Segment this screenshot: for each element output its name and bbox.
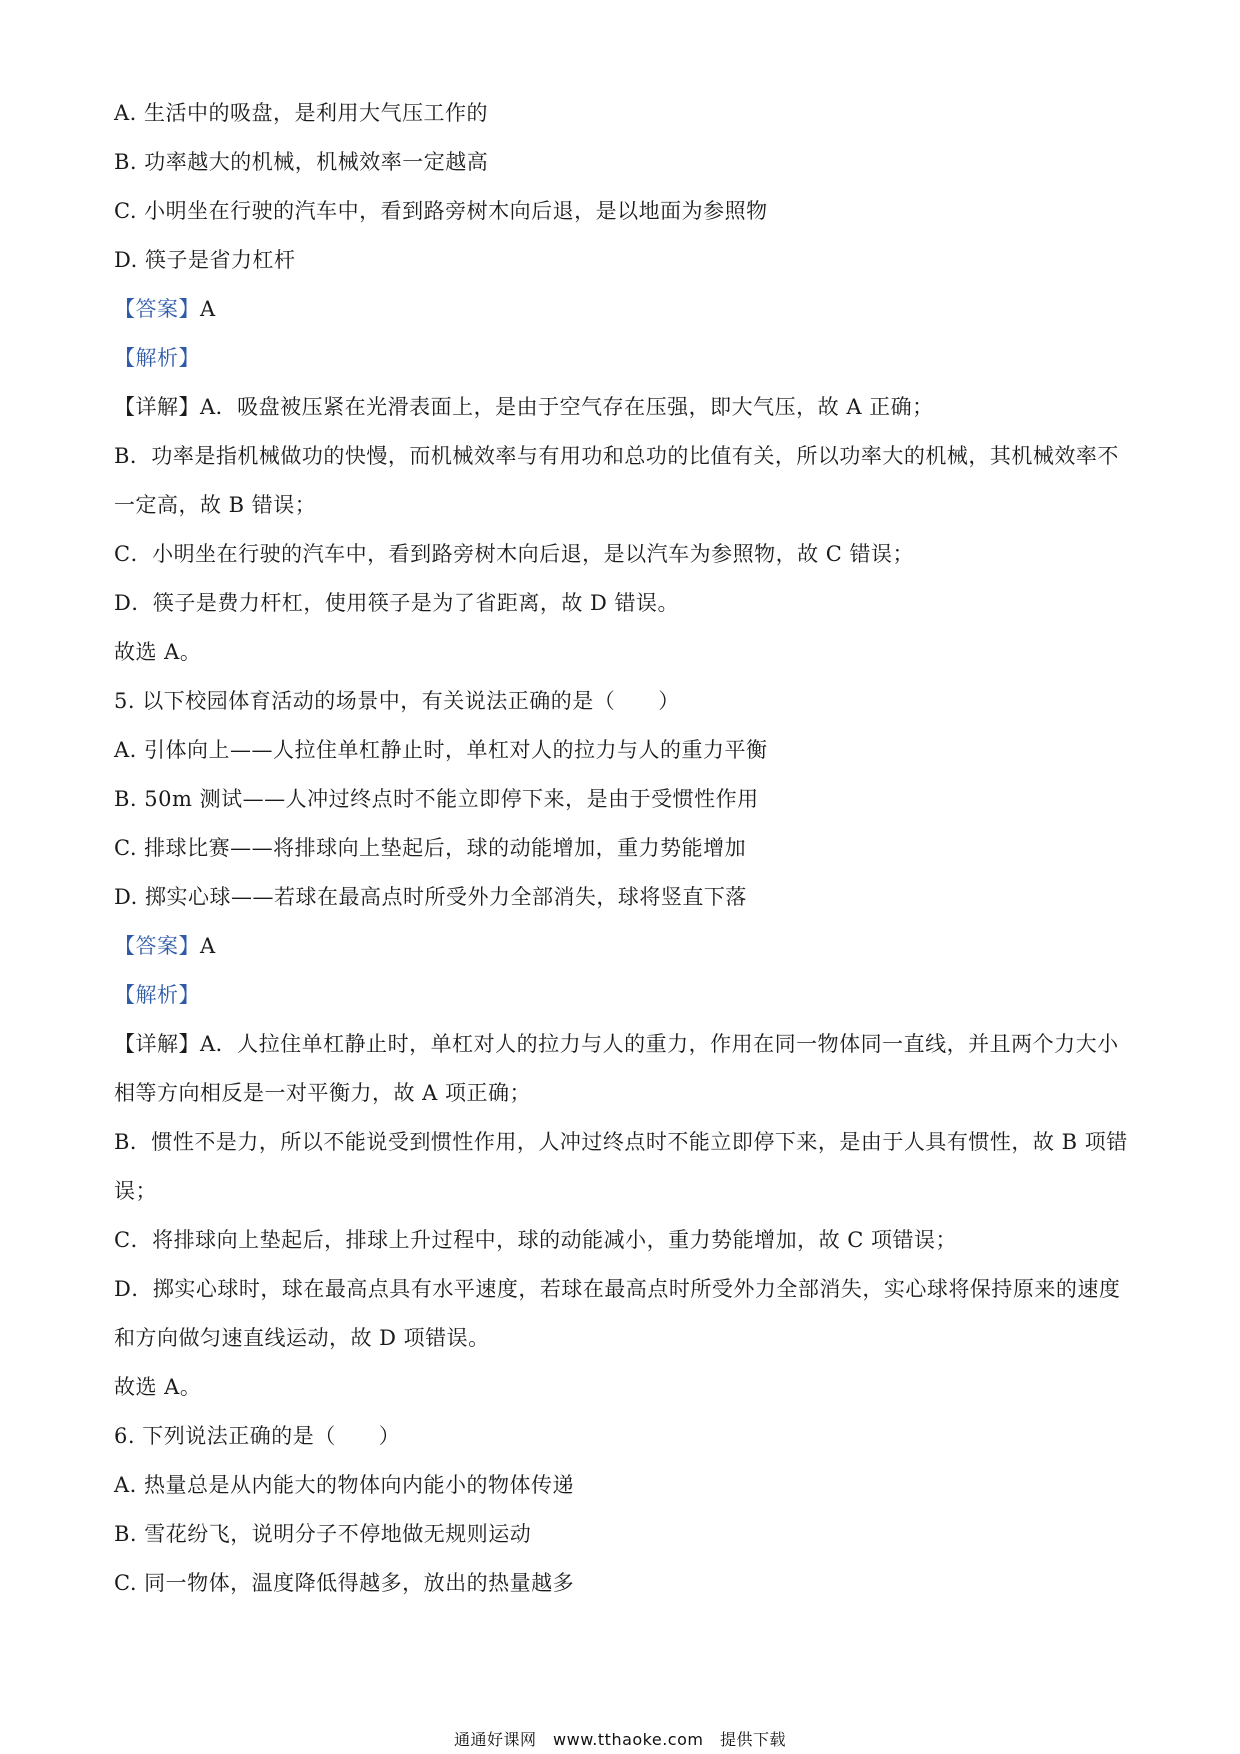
- question-title: 5. 以下校园体育活动的场景中，有关说法正确的是（ ）: [114, 689, 680, 713]
- page-footer: 通通好课网 www.tthaoke.com 提供下载: [454, 1730, 786, 1749]
- detail-line: B．惯性不是力，所以不能说受到惯性作用，人冲过终点时不能立即停下来，是由于人具有惯性，故 B 项错: [114, 1130, 1128, 1154]
- answer-line: [114, 294, 216, 324]
- detail-line: 一定高，故 B 错误；: [114, 493, 317, 517]
- conclusion-line: 故选 A。: [114, 640, 202, 664]
- detail-line: C．小明坐在行驶的汽车中，看到路旁树木向后退，是以汽车为参照物，故 C 错误；: [114, 542, 914, 566]
- detail-line: C．将排球向上垫起后，排球上升过程中，球的动能减小，重力势能增加，故 C 项错误；: [114, 1228, 957, 1252]
- detail-line: D．筷子是费力杆杠，使用筷子是为了省距离，故 D 错误。: [114, 591, 680, 615]
- option-line: C. 小明坐在行驶的汽车中，看到路旁树木向后退，是以地面为参照物: [114, 199, 768, 223]
- detail-line: 相等方向相反是一对平衡力，故 A 项正确；: [114, 1081, 532, 1105]
- conclusion-line: 故选 A。: [114, 1375, 202, 1399]
- analysis-line: [114, 980, 200, 1010]
- option-line: A. 生活中的吸盘，是利用大气压工作的: [114, 101, 489, 125]
- option-line: A. 热量总是从内能大的物体向内能小的物体传递: [114, 1473, 575, 1497]
- option-line: D. 筷子是省力杠杆: [114, 248, 296, 272]
- answer-tag: 【答案】: [114, 297, 200, 321]
- option-line: A. 引体向上——人拉住单杠静止时，单杠对人的拉力与人的重力平衡: [114, 738, 768, 762]
- analysis-tag: 【解析】: [114, 346, 200, 370]
- option-line: B. 50m 测试——人冲过终点时不能立即停下来，是由于受惯性作用: [114, 787, 759, 811]
- detail-line: D．掷实心球时，球在最高点具有水平速度，若球在最高点时所受外力全部消失，实心球将保持原来的速度: [114, 1277, 1121, 1301]
- answer-tag: 【答案】: [114, 934, 200, 958]
- question-title: 6. 下列说法正确的是（ ）: [114, 1424, 401, 1448]
- answer-value: A: [200, 934, 216, 958]
- detail-line: 【详解】A．人拉住单杠静止时，单杠对人的拉力与人的重力，作用在同一物体同一直线，并且两个力大小: [114, 1032, 1119, 1056]
- detail-line: 【详解】A．吸盘被压紧在光滑表面上，是由于空气存在压强，即大气压，故 A 正确；: [114, 395, 934, 419]
- detail-line: 误；: [114, 1179, 157, 1203]
- analysis-line: [114, 343, 200, 373]
- option-line: B. 雪花纷飞，说明分子不停地做无规则运动: [114, 1522, 532, 1546]
- answer-line: [114, 931, 216, 961]
- detail-line: B．功率是指机械做功的快慢，而机械效率与有用功和总功的比值有关，所以功率大的机械，其机械效率不: [114, 444, 1119, 468]
- detail-line: 和方向做匀速直线运动，故 D 项错误。: [114, 1326, 490, 1350]
- option-line: B. 功率越大的机械，机械效率一定越高: [114, 150, 489, 174]
- option-line: C. 同一物体，温度降低得越多，放出的热量越多: [114, 1571, 575, 1595]
- analysis-tag: 【解析】: [114, 983, 200, 1007]
- option-line: D. 掷实心球——若球在最高点时所受外力全部消失，球将竖直下落: [114, 885, 747, 909]
- answer-value: A: [200, 297, 216, 321]
- option-line: C. 排球比赛——将排球向上垫起后，球的动能增加，重力势能增加: [114, 836, 747, 860]
